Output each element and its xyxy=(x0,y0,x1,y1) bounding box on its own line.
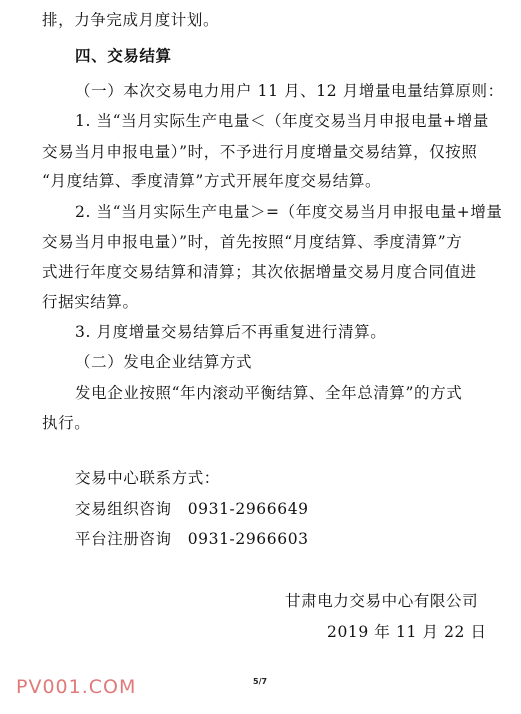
paragraph-line: 式进行年度交易结算和清算；其次依据增量交易月度合同值进 xyxy=(42,263,477,281)
paragraph-line: 1. 当“当月实际生产电量＜（年度交易当月申报电量+增量 xyxy=(75,112,489,130)
signature-org: 甘肃电力交易中心有限公司 xyxy=(285,592,479,610)
page-number: 5/7 xyxy=(253,677,268,686)
contact-title: 交易中心联系方式： xyxy=(75,469,220,487)
paragraph-line: 交易当月申报电量）”时，不予进行月度增量交易结算，仅按照 xyxy=(42,143,478,161)
paragraph-line: 发电企业按照“年内滚动平衡结算、全年总清算”的方式 xyxy=(75,384,463,402)
paragraph-line: 排，力争完成月度计划。 xyxy=(42,11,220,29)
paragraph-line: 3. 月度增量交易结算后不再重复进行清算。 xyxy=(75,323,387,341)
contact-line: 交易组织咨询 0931-2966649 xyxy=(75,500,309,518)
paragraph-line: 执行。 xyxy=(42,414,91,432)
paragraph-line: 行据实结算。 xyxy=(42,293,139,311)
paragraph-line: 2. 当“当月实际生产电量＞=（年度交易当月申报电量+增量 xyxy=(75,203,503,221)
subsection-heading: （二）发电企业结算方式 xyxy=(75,353,253,371)
signature-date: 2019 年 11 月 22 日 xyxy=(327,623,487,641)
contact-line: 平台注册咨询 0931-2966603 xyxy=(75,530,309,548)
paragraph-line: 交易当月申报电量）”时，首先按照“月度结算、季度清算”方 xyxy=(42,233,463,251)
watermark-text: PV001.COM xyxy=(16,676,137,698)
section-heading: 四、交易结算 xyxy=(75,47,172,65)
subsection-heading: （一）本次交易电力用户 11 月、12 月增量电量结算原则： xyxy=(75,82,504,100)
paragraph-line: “月度结算、季度清算”方式开展年度交易结算。 xyxy=(42,172,382,190)
